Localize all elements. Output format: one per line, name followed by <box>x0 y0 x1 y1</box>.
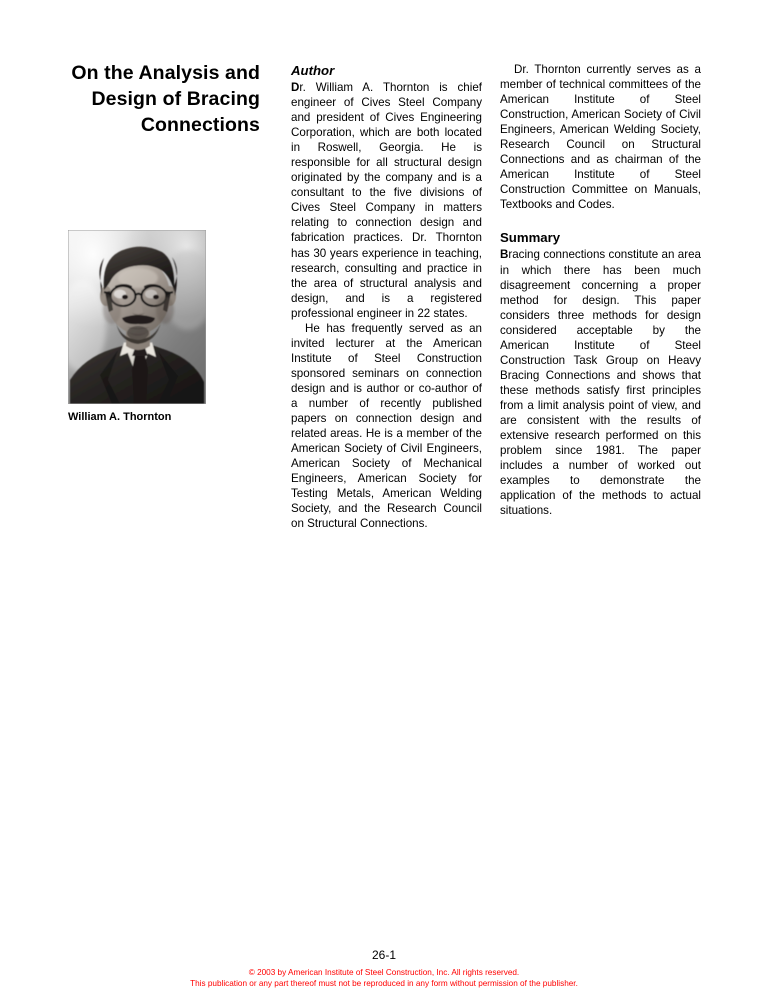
summary-column <box>500 62 701 518</box>
author-dropcap: D <box>291 81 300 94</box>
portrait-photo-icon <box>68 230 206 404</box>
author-paragraph-2: He has frequently served as an invited lecturer at the American Institute of Steel Construction sponsored seminars on connection design and is author or co-author of a number of recently published papers on connection design and related areas. He is a member of the American Society of Civil Engineers, American Society of Mechanical Engineers, American Society for Testing Metals, American Welding Society, and the Research Council on Structural Connections. <box>291 321 482 531</box>
author-heading: Author <box>291 63 335 78</box>
author-paragraph-3: Dr. Thornton currently serves as a member of technical committees of the American Institute of Steel Construction, American Society of Civil Engineers, American Welding Society, Research Council on Structural Connections and as chairman of the American Institute of Steel Construction Committee on Manuals, Textbooks and Codes. <box>500 63 701 212</box>
title-and-photo-column <box>60 60 260 423</box>
photo-caption: William A. Thornton <box>68 411 172 423</box>
column-spacer <box>500 212 701 229</box>
author-bio-column <box>291 62 482 531</box>
author-paragraph-1 <box>291 80 482 321</box>
copyright-notice <box>0 968 768 989</box>
summary-dropcap: B <box>500 248 509 262</box>
page-title: On the Analysis and Design of Bracing Connections <box>71 62 260 136</box>
page-number: 26-1 <box>371 948 397 962</box>
copyright-line-1: © 2003 by American Institute of Steel Construction, Inc. All rights reserved. <box>248 968 520 977</box>
author-photo-frame <box>68 230 206 404</box>
copyright-line-2: This publication or any part thereof must not be reproduced in any form without permission of the publisher. <box>190 978 578 988</box>
summary-paragraph-text: racing connections constitute an area in which there has been much disagreement concerning a proper method for design. This paper considers three methods for design considered acceptable by the American Institute of Steel Construction Task Group on Heavy Bracing Connections and shows that these methods satisfy first principles from a limit analysis point of view, and are consistent with the results of extensive research performed on this problem since 1981. The paper includes a number of worked out examples to demonstrate the application of the methods to actual situations. <box>500 248 701 518</box>
author-paragraph-1-text: r. William A. Thornton is chief engineer of Cives Steel Company and president of Cives Engineering Corporation, which are both located in Roswell, Georgia. He is responsible for all structural design originated by the company and is a consultant to the five divisions of Cives Steel Company in matters relating to connection design and fabrication practices. Dr. Thornton has 30 years experience in teaching, research, consulting and practice in the area of structural analysis and design, and is a registered professional engineer in 22 states. <box>291 81 482 320</box>
summary-paragraph <box>500 247 701 518</box>
summary-heading: Summary <box>500 230 561 246</box>
